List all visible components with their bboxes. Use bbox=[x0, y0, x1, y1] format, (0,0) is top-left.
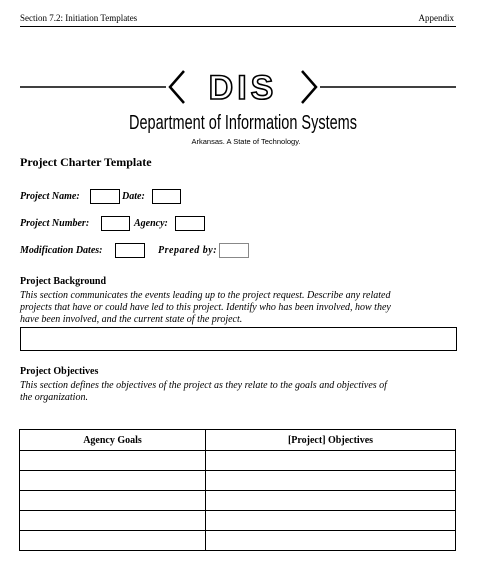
background-desc-line: have been involved, and the current state of the project. bbox=[20, 314, 243, 325]
date-field[interactable] bbox=[152, 189, 181, 204]
objectives-desc-line: the organization. bbox=[20, 392, 88, 403]
objectives-desc-line: This section defines the objectives of the project as they relate to the goals and objectives of bbox=[20, 380, 387, 391]
project-number-label: Project Number: bbox=[20, 218, 90, 229]
table-cell[interactable] bbox=[206, 531, 456, 551]
project-name-label: Project Name: bbox=[20, 191, 80, 202]
table-cell[interactable] bbox=[20, 491, 206, 511]
background-heading: Project Background bbox=[20, 276, 107, 287]
table-cell[interactable] bbox=[206, 491, 456, 511]
table-cell[interactable] bbox=[20, 451, 206, 471]
logo-name: Department of Information Systems bbox=[129, 112, 357, 134]
background-text-area[interactable] bbox=[20, 327, 457, 351]
table-row bbox=[20, 471, 456, 491]
table-row bbox=[20, 511, 456, 531]
table-row bbox=[20, 531, 456, 551]
date-label: Date: bbox=[122, 191, 145, 202]
logo-tagline: Arkansas. A State of Technology. bbox=[191, 137, 301, 146]
objectives-description bbox=[20, 380, 440, 404]
project-number-field[interactable] bbox=[101, 216, 130, 231]
table-cell[interactable] bbox=[20, 511, 206, 531]
table-row bbox=[20, 451, 456, 471]
table-cell[interactable] bbox=[20, 531, 206, 551]
agency-goals-header: Agency Goals bbox=[20, 430, 206, 451]
background-desc-line: projects that have or could have led to this project. Identify who has been involved, how they bbox=[20, 302, 391, 313]
modification-dates-label: Modification Dates: bbox=[20, 245, 103, 256]
project-objectives-header: [Project] Objectives bbox=[206, 430, 456, 451]
table-cell[interactable] bbox=[206, 471, 456, 491]
prepared-by-field[interactable] bbox=[219, 243, 249, 258]
project-name-field[interactable] bbox=[90, 189, 120, 204]
agency-field[interactable] bbox=[175, 216, 205, 231]
header-section-label: Section 7.2: Initiation Templates bbox=[20, 13, 138, 23]
prepared-by-label: Prepared by: bbox=[158, 245, 218, 256]
table-cell[interactable] bbox=[206, 451, 456, 471]
modification-dates-field[interactable] bbox=[115, 243, 145, 258]
page-header bbox=[20, 12, 456, 27]
background-description bbox=[20, 290, 440, 326]
agency-label: Agency: bbox=[134, 218, 168, 229]
objectives-table bbox=[19, 429, 456, 551]
objectives-heading: Project Objectives bbox=[20, 366, 99, 377]
header-appendix-label: Appendix bbox=[418, 13, 454, 23]
page-title: Project Charter Template bbox=[20, 155, 152, 169]
background-desc-line: This section communicates the events leading up to the project request. Describe any related bbox=[20, 290, 391, 301]
table-cell[interactable] bbox=[20, 471, 206, 491]
dis-logo bbox=[18, 66, 458, 156]
table-row bbox=[20, 491, 456, 511]
logo-mark: DIS bbox=[208, 69, 278, 107]
table-cell[interactable] bbox=[206, 511, 456, 531]
